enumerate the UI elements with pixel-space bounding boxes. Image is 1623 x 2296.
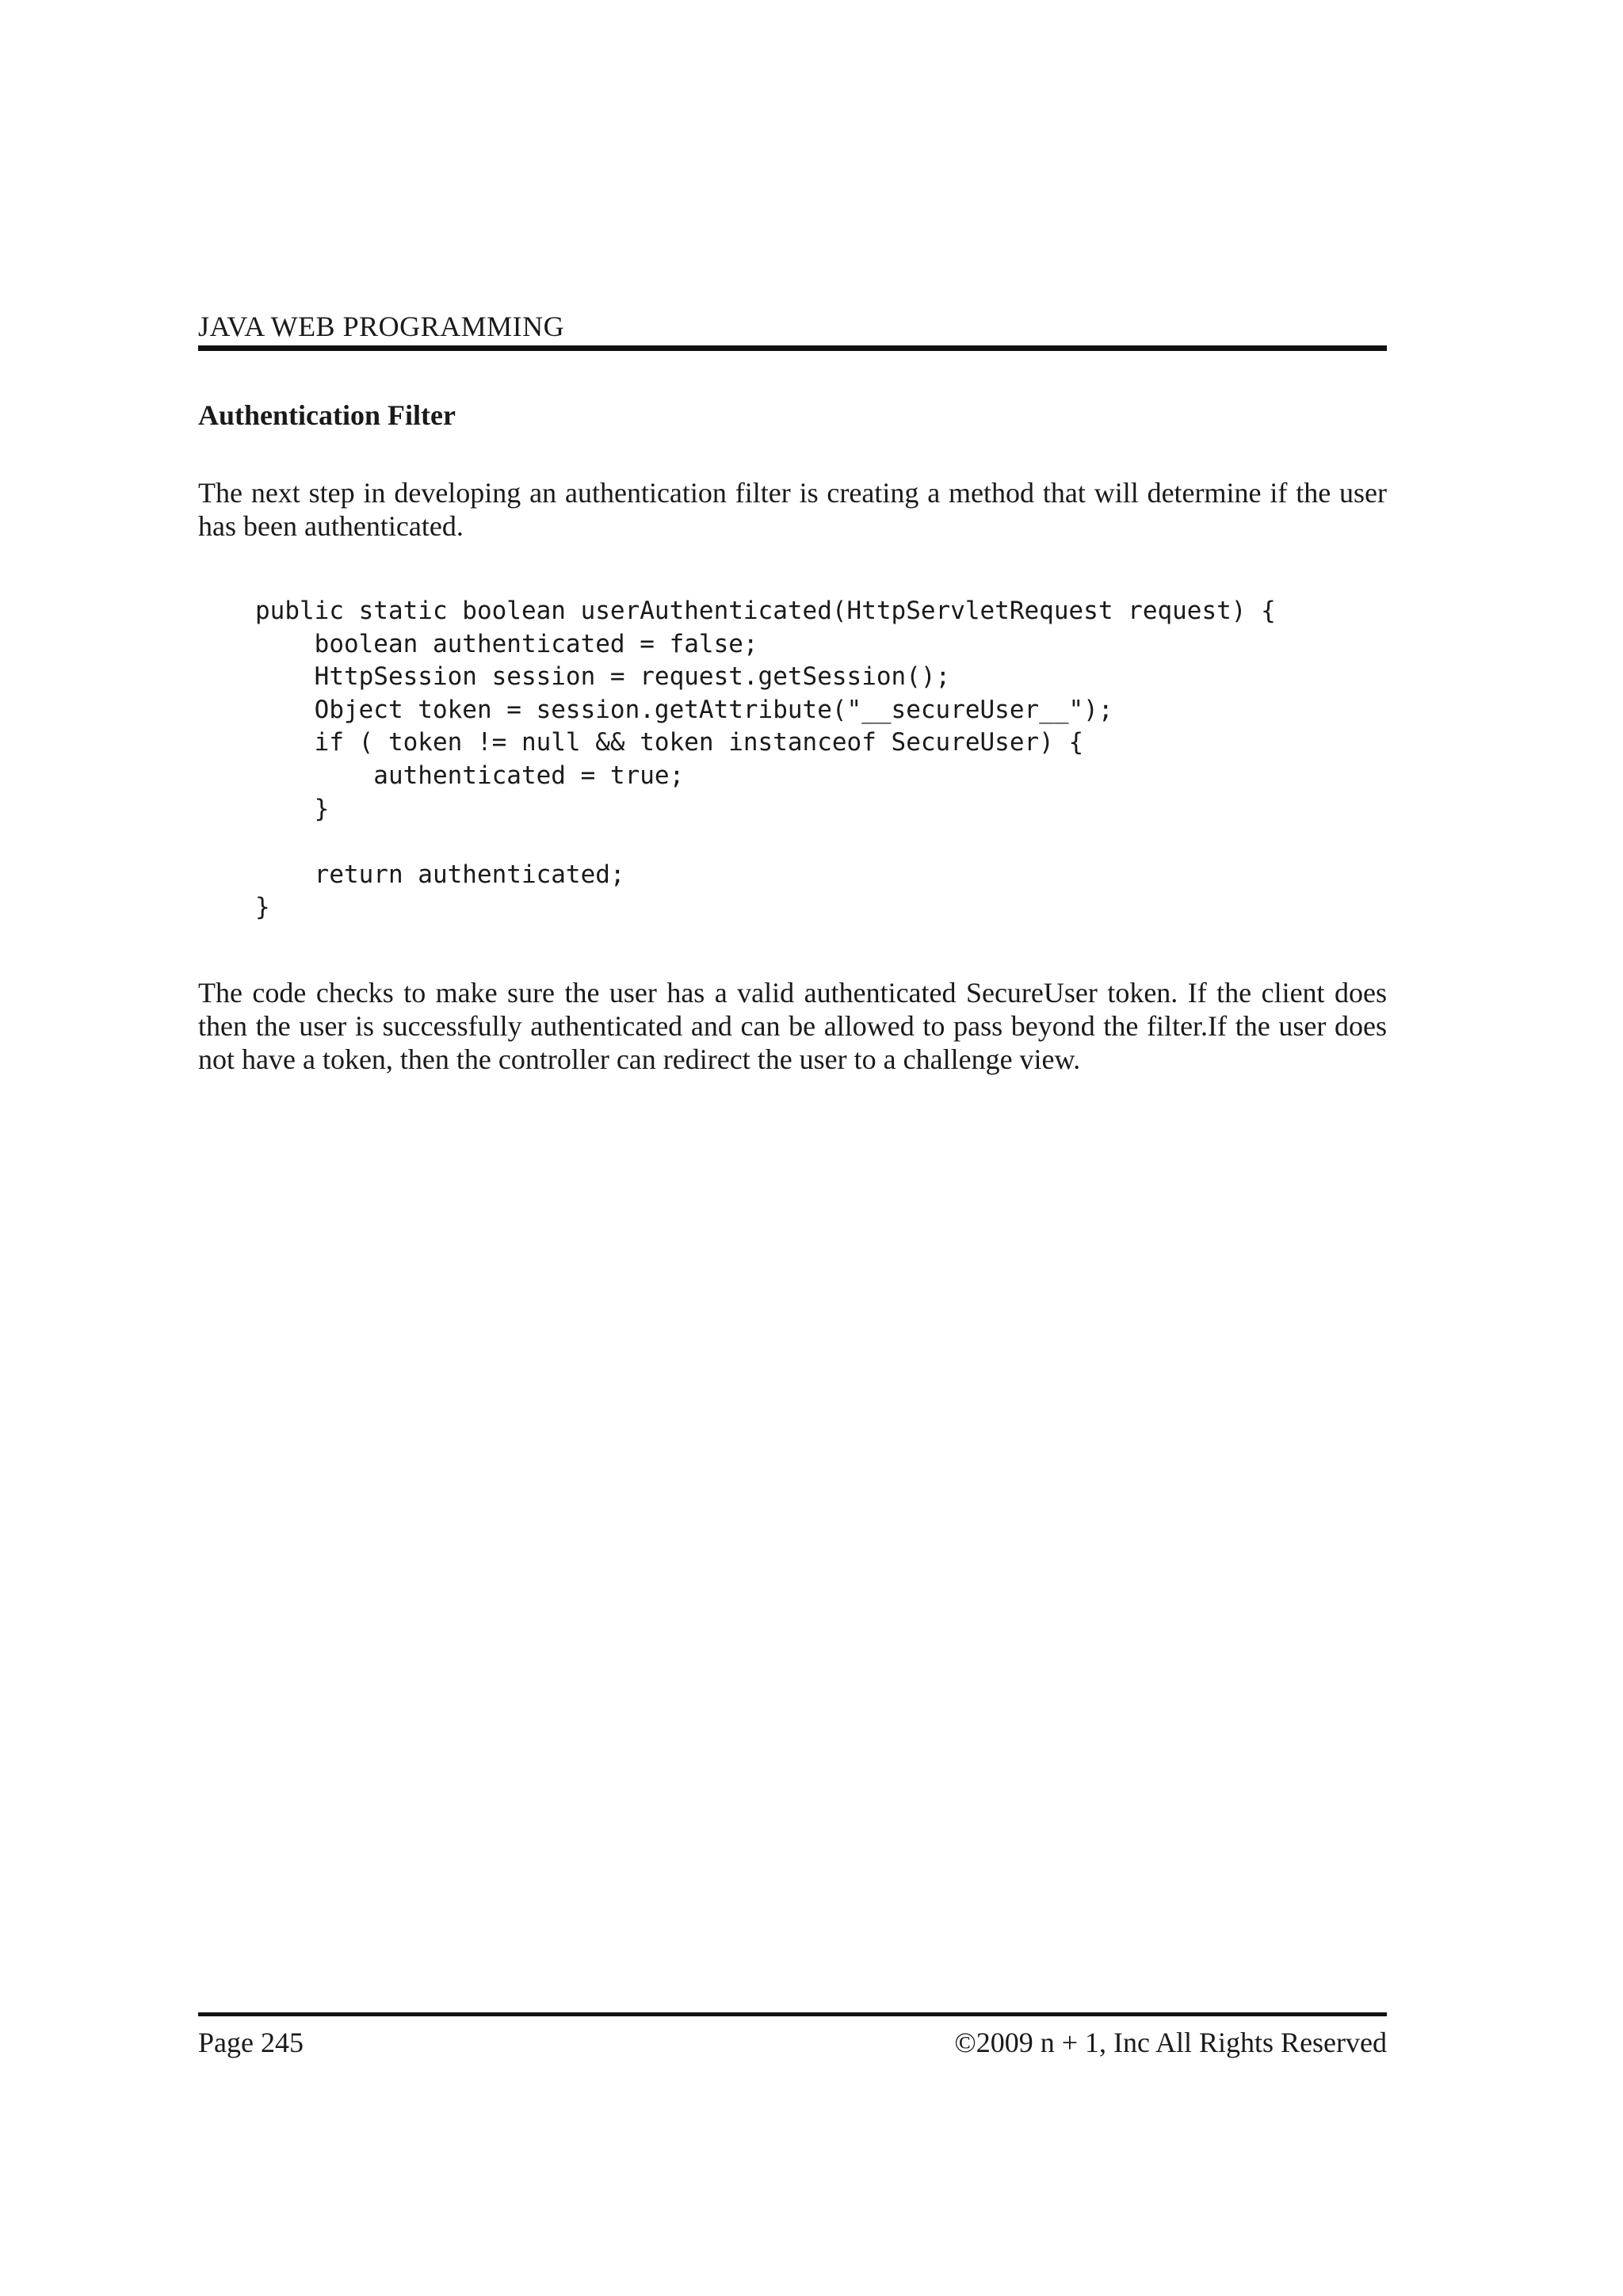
code-line: boolean authenticated = false;	[255, 629, 758, 658]
code-line: HttpSession session = request.getSession();	[255, 662, 951, 692]
code-line: Object token = session.getAttribute("__secureUser__");	[255, 695, 1113, 724]
copyright-notice: ©2009 n + 1, Inc All Rights Reserved	[954, 2027, 1387, 2058]
code-line: }	[255, 794, 330, 823]
page-number: Page 245	[198, 2027, 304, 2058]
code-line: return authenticated;	[255, 860, 625, 889]
header-rule	[198, 345, 1387, 351]
section-heading: Authentication Filter	[198, 399, 456, 431]
running-header: JAVA WEB PROGRAMMING	[198, 311, 565, 342]
footer-rule	[198, 2012, 1387, 2016]
code-line: }	[255, 893, 270, 922]
code-line	[255, 826, 1365, 859]
code-line: authenticated = true;	[255, 761, 685, 790]
closing-paragraph: The code checks to make sure the user has a valid authenticated SecureUser token. If the client does then the user is successfully authenticated and can be allowed to pass beyond the filter.If the user does not have a token, then the controller can redirect the user to a challenge view.	[198, 977, 1387, 1075]
code-line: public static boolean userAuthenticated(HttpServletRequest request) {	[255, 597, 1276, 625]
intro-paragraph: The next step in developing an authentication filter is creating a method that will determine if the user has been authenticated.	[198, 477, 1387, 542]
code-line: if ( token != null && token instanceof SecureUser) {	[255, 728, 1084, 757]
code-block	[255, 595, 1365, 925]
